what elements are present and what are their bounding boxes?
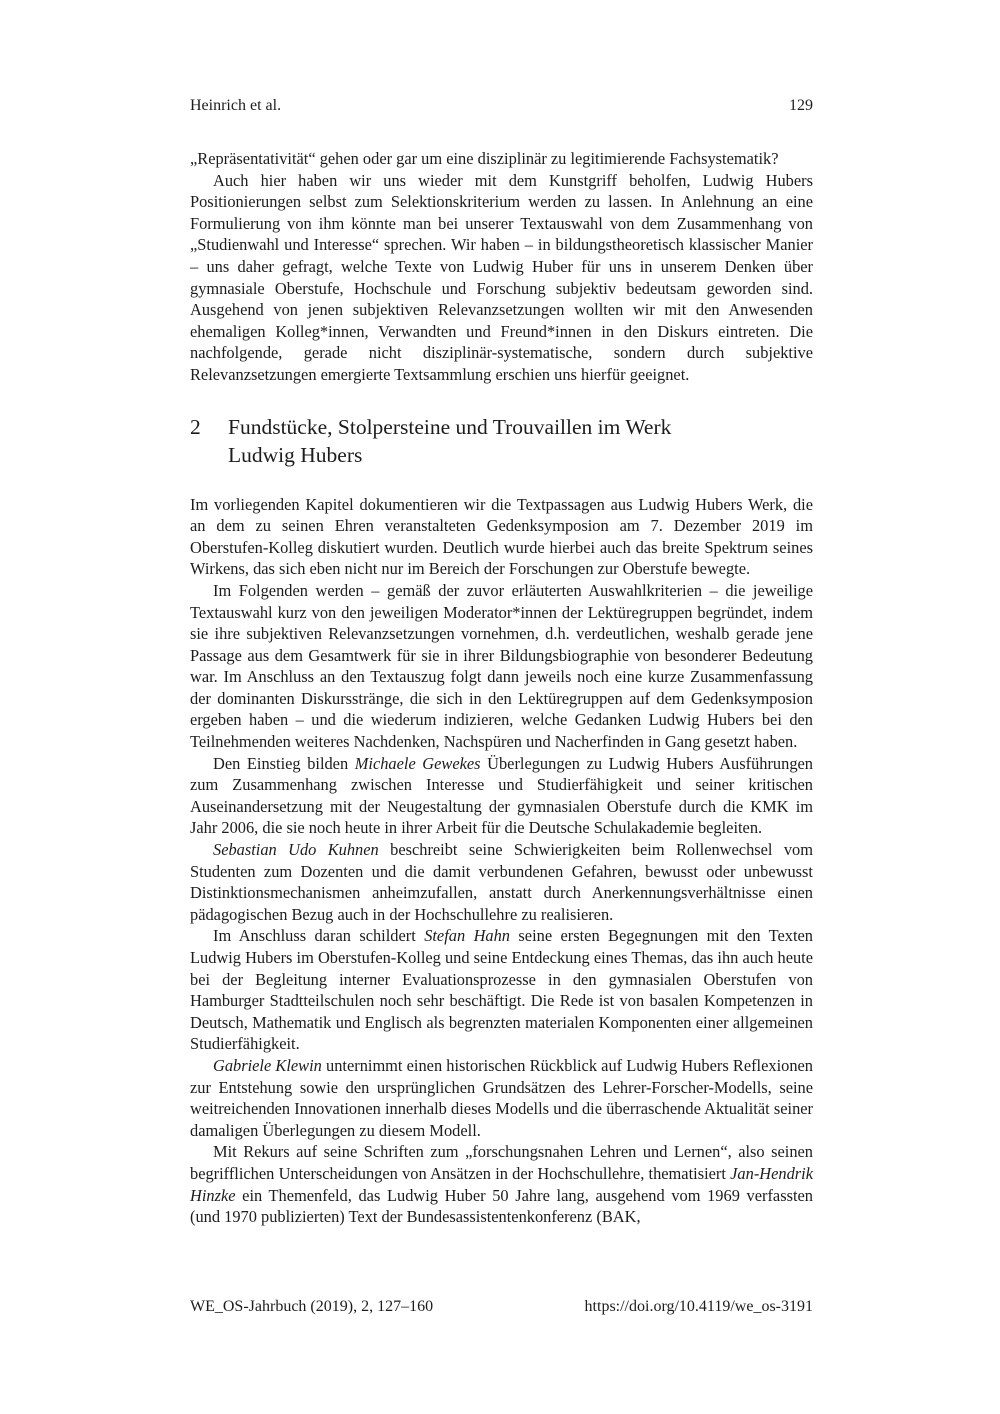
heading-text: Fundstücke, Stolpersteine und Trouvaillen im Werk Ludwig Hubers — [228, 414, 672, 468]
paragraph-text: Im vorliegenden Kapitel dokumentieren wir die Textpassagen aus Ludwig Hubers Werk, die an dem zu seinen Ehren veranstalteten Gedenksymposion am 7. Dezember 2019 im Oberstufen-Kolleg diskutiert wurden. Deutlich wurde hierbei auch das breite Spektrum seines Wirkens, das sich eben nicht nur im Bereich der Forschungen zur Oberstufe bewegte. — [190, 494, 813, 579]
paragraph — [190, 170, 813, 386]
paragraph-text: Den Einstieg bilden — [213, 753, 355, 773]
paragraph-text: Im Folgenden werden – gemäß der zuvor erläuterten Auswahlkriterien – die jeweilige Textauswahl kurz von den jeweiligen Moderator*innen der Lektüregruppen begründet, indem sie ihre subjektiven Relevanzsetzungen vornehmen, d.h. verdeutlichen, weshalb gerade jene Passage aus dem Gesamtwerk für sie in ihrer Bildungsbiographie von besonderer Bedeutung war. Im Anschluss an den Textauszug folgt dann jeweils noch eine kurze Zusammenfassung der dominanten Diskursstränge, die sich in den Lektüregruppen auf dem Gedenksymposion ergeben haben – und die wiederum indizieren, welche Gedanken Ludwig Hubers bei den Teilnehmenden weiteres Nachdenken, Nachspüren und Nacherfinden in Gang gesetzt haben. — [190, 580, 813, 752]
person-name-italic: Stefan Hahn — [424, 926, 510, 946]
paragraph-text: Mit Rekurs auf seine Schriften zum „forschungsnahen Lehren und Lernen“, also seinen begrifflichen Unterscheidungen von Ansätzen in der Hochschullehre, thematisiert — [190, 1142, 813, 1183]
paragraph — [190, 580, 813, 753]
paragraph-text: Überlegungen zu Ludwig Hubers Ausführungen zum Zusammenhang zwischen Interesse und Studierfähigkeit und seiner kritischen Auseinandersetzung mit der Neugestaltung der gymnasialen Oberstufe durch die KMK im Jahr 2006, die sie noch heute in ihrer Arbeit für die Deutsche Schulakademie begleiten. — [190, 753, 813, 838]
paragraph-text: unternimmt einen historischen Rückblick auf Ludwig Hubers Reflexionen zur Entstehung sowie den ursprünglichen Grundsätzen des Lehrer-Forscher-Modells, seine weitreichenden Innovationen innerhalb dieses Modells und die überraschende Aktualität seiner damaligen Überlegungen zu diesem Modell. — [190, 1055, 813, 1140]
section-heading — [190, 413, 813, 470]
doi-link[interactable]: https://doi.org/10.4119/we_os-3191 — [584, 1298, 813, 1315]
page-header — [190, 96, 813, 116]
page-number: 129 — [789, 97, 813, 114]
person-name-italic: Michaele Gewekes — [354, 753, 481, 773]
page-content — [190, 96, 813, 1228]
paragraph-text: Im Anschluss daran schildert — [213, 926, 425, 946]
paragraph — [190, 148, 813, 170]
person-name-italic: Sebastian Udo Kuhnen — [213, 840, 379, 860]
paragraph — [190, 839, 813, 925]
paragraph — [190, 753, 813, 839]
person-name-italic: Jan-Hendrik Hinzke — [190, 1163, 813, 1205]
paragraph — [190, 494, 813, 580]
heading-number: 2 — [190, 414, 201, 439]
paragraph-text: „Repräsentativität“ gehen oder gar um eine disziplinär zu legitimierende Fachsystematik? — [190, 149, 779, 168]
document-body — [190, 148, 813, 1228]
paragraph — [190, 1055, 813, 1141]
paragraph — [190, 925, 813, 1055]
running-head-author: Heinrich et al. — [190, 97, 282, 114]
paragraph-text: Auch hier haben wir uns wieder mit dem Kunstgriff beholfen, Ludwig Hubers Positionierungen selbst zum Selektionskriterium werden zu lassen. In Anlehnung an eine Formulierung von ihm könnte man bei unserer Textauswahl von dem Zusammenhang von „Studienwahl und Interesse“ sprechen. Wir haben – in bildungstheoretisch klassischer Manier – uns daher gefragt, welche Texte von Ludwig Huber für uns in unserem Denken über gymnasiale Oberstufe, Hochschule und Forschung subjektiv bedeutsam geworden sind. Ausgehend von jenen subjektiven Relevanzsetzungen wollten wir mit den Anwesenden ehemaligen Kolleg*innen, Verwandten und Freund*innen in den Diskurs eintreten. Die nachfolgende, gerade nicht disziplinär-systematische, sondern durch subjektive Relevanzsetzungen emergierte Textsammlung erschien uns hierfür geeignet. — [190, 170, 813, 384]
footer-citation: WE_OS-Jahrbuch (2019), 2, 127–160 — [190, 1298, 434, 1315]
person-name-italic: Gabriele Klewin — [213, 1055, 322, 1075]
paragraph-text: seine ersten Begegnungen mit den Texten Ludwig Hubers im Oberstufen-Kolleg und seine Entdeckung eines Themas, das ihn auch heute bei der Begleitung interner Evaluationsprozesse in den gymnasialen Oberstufen von Hamburger Stadtteilschulen noch sehr beschäftigt. Die Rede ist von basalen Kompetenzen in Deutsch, Mathematik und Englisch als begrenzten materialen Komponenten einer allgemeinen Studierfähigkeit. — [190, 926, 813, 1054]
paragraph-text: ein Themenfeld, das Ludwig Huber 50 Jahre lang, ausgehend vom 1969 verfassten (und 1970 publizierten) Text der Bundesassistentenkonferenz (BAK, — [190, 1185, 813, 1227]
page-footer — [190, 1297, 813, 1317]
paragraph-text: beschreibt seine Schwierigkeiten beim Rollenwechsel vom Studenten zum Dozenten und die damit verbundenen Gefahren, bewusst oder unbewusst Distinktionsmechanismen anheimzufallen, anstatt durch Anerkennungsverhältnisse einen pädagogischen Bezug auch in der Hochschullehre zu realisieren. — [190, 840, 813, 924]
paragraph — [190, 1141, 813, 1227]
